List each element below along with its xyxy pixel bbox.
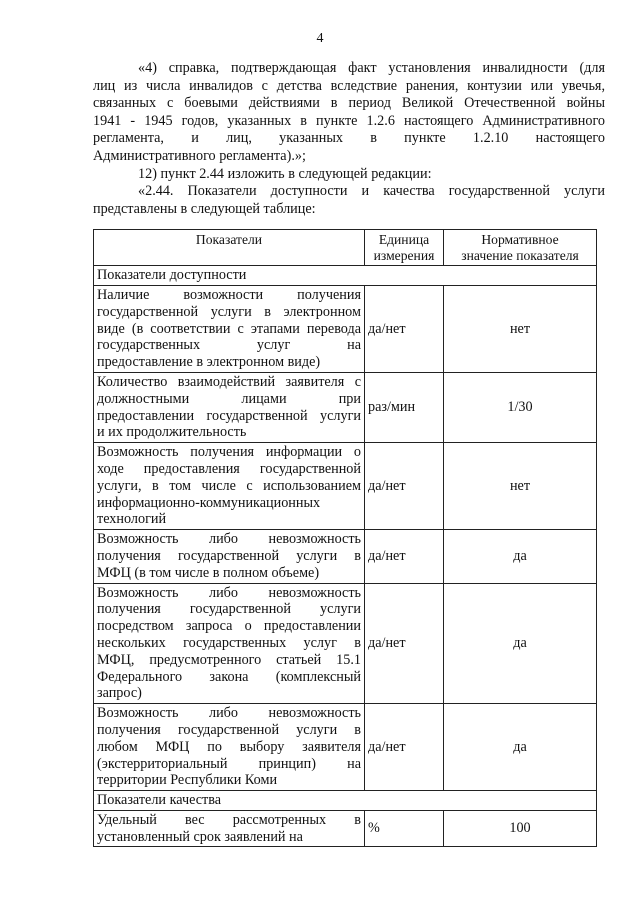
unit-cell: да/нет	[365, 583, 444, 704]
header-unit-line: измерения	[373, 247, 435, 263]
unit-cell: да/нет	[365, 285, 444, 372]
indicator-line: виде (в соответствии с этапами перевода	[97, 320, 361, 337]
value-cell: 1/30	[444, 372, 597, 442]
text-line: «2.44. Показатели доступности и качества государственной услуги	[138, 183, 605, 200]
indicator-line: (экстерриториальный принцип) на	[97, 755, 361, 772]
indicator-line: государственных услуг на	[97, 337, 361, 354]
value-cell: да	[444, 530, 597, 583]
indicator-line: Удельный вес рассмотренных в	[97, 811, 361, 828]
header-indicator: Показатели	[94, 230, 365, 266]
indicator-line: получения государственной услуги в	[97, 721, 361, 738]
unit-cell: %	[365, 810, 444, 847]
unit-cell: да/нет	[365, 704, 444, 791]
table-row	[94, 285, 597, 372]
indicator-line: Количество взаимодействий заявителя с	[97, 373, 361, 390]
indicator-line: любом МФЦ по выбору заявителя	[97, 738, 361, 755]
text-line: «4) справка, подтверждающая факт установления инвалидности (для	[138, 60, 605, 76]
indicator-line: Возможность либо невозможность	[97, 584, 361, 601]
table-row	[94, 443, 597, 530]
indicator-cell	[94, 443, 365, 530]
table-row	[94, 583, 597, 704]
indicator-line: и их продолжительность	[97, 424, 247, 441]
indicator-cell	[94, 285, 365, 372]
indicator-line: Наличие возможности получения	[97, 286, 361, 303]
indicator-line: Возможность либо невозможность	[97, 531, 361, 548]
indicator-cell	[94, 372, 365, 442]
indicator-line: информационно-коммуникационных	[97, 494, 321, 511]
indicator-cell	[94, 583, 365, 704]
header-norm-line: Нормативное	[481, 232, 559, 247]
table-row	[94, 530, 597, 583]
text-line: представлены в следующей таблице:	[93, 200, 316, 217]
indicator-line: посредством запроса о предоставлении	[97, 618, 361, 635]
intro-text	[93, 60, 605, 218]
indicator-line: должностными лицами при	[97, 390, 361, 407]
table-header-row	[94, 230, 597, 266]
intro-paragraph-3	[93, 183, 605, 218]
indicator-line: предоставлении государственной услуги	[97, 407, 361, 424]
text-line: регламента, и лиц, указанных в пункте 1.2.10 настоящего	[93, 130, 605, 147]
indicator-line: установленный срок заявлений на	[97, 828, 303, 845]
table-row	[94, 704, 597, 791]
indicator-line: государственной услуги в электронном	[97, 303, 361, 320]
section-row	[94, 266, 597, 286]
indicator-line: нескольких государственных услуг в	[97, 634, 361, 651]
header-norm-line: значение показателя	[461, 247, 579, 263]
value-cell: нет	[444, 443, 597, 530]
table-body	[94, 266, 597, 847]
indicator-line: МФЦ, предусмотренного статьей 15.1	[97, 651, 361, 668]
section-title: Показатели качества	[94, 791, 597, 811]
text-line: 1941 - 1945 годов, указанных в пункте 1.2.6 настоящего Административного	[93, 112, 605, 129]
indicator-cell	[94, 704, 365, 791]
page-number: 4	[316, 31, 324, 46]
indicator-line: Возможность получения информации о	[97, 444, 361, 461]
unit-cell: да/нет	[365, 530, 444, 583]
indicators-table	[93, 229, 597, 847]
text-line: Административного регламента).»;	[93, 147, 306, 164]
indicator-line: Федерального закона (комплексный	[97, 668, 361, 685]
section-title: Показатели доступности	[94, 266, 597, 286]
table-row	[94, 810, 597, 847]
value-cell: да	[444, 583, 597, 704]
indicator-cell	[94, 530, 365, 583]
indicator-line: МФЦ (в том числе в полном объеме)	[97, 564, 320, 581]
unit-cell: да/нет	[365, 443, 444, 530]
indicator-line: запрос)	[97, 685, 142, 702]
text-line: лиц из числа инвалидов с детства вследствие ранения, контузии или увечья,	[93, 77, 605, 94]
unit-cell: раз/мин	[365, 372, 444, 442]
table-row	[94, 372, 597, 442]
indicator-line: территории Республики Коми	[97, 772, 278, 789]
intro-paragraph-1	[93, 60, 605, 166]
value-cell: да	[444, 704, 597, 791]
intro-paragraph-2: 12) пункт 2.44 изложить в следующей редакции:	[138, 165, 432, 182]
indicator-line: ходе предоставления государственной	[97, 460, 361, 477]
header-norm	[444, 230, 597, 266]
header-unit-line: Единица	[378, 232, 430, 247]
indicator-line: получения государственной услуги в	[97, 547, 361, 564]
indicator-line: предоставление в электронном виде)	[97, 354, 321, 371]
value-cell: 100	[444, 810, 597, 847]
text-line: связанных с боевыми действиями в период Великой Отечественной войны	[93, 95, 605, 112]
section-row	[94, 791, 597, 811]
value-cell: нет	[444, 285, 597, 372]
indicator-cell	[94, 810, 365, 847]
indicator-line: получения государственной услуги	[97, 601, 361, 618]
indicator-line: технологий	[97, 511, 167, 528]
indicator-line: услуги, в том числе с использованием	[97, 477, 361, 494]
header-unit	[365, 230, 444, 266]
indicator-line: Возможность либо невозможность	[97, 705, 361, 722]
